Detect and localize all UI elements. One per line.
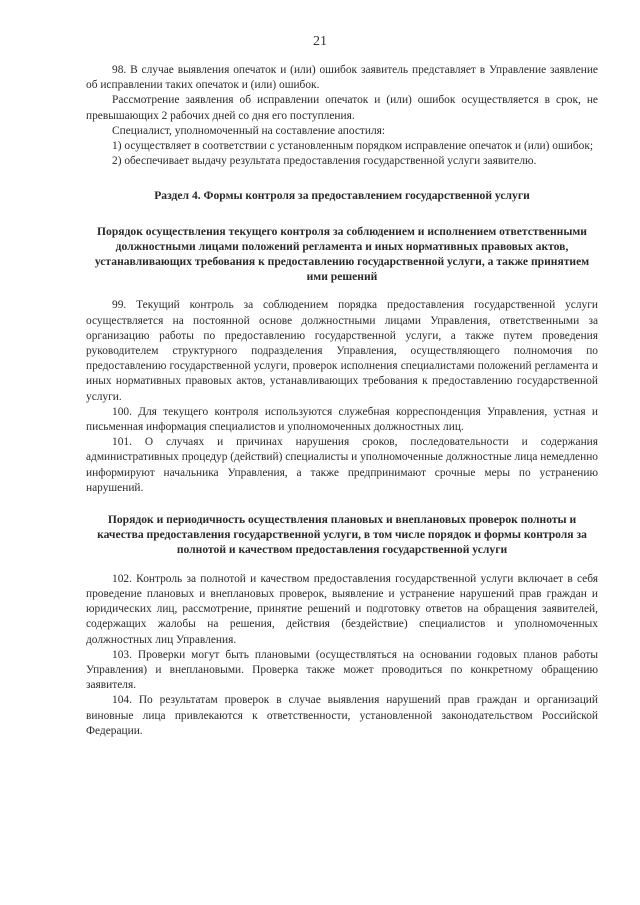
subsection-heading-current-control: Порядок осуществления текущего контроля за соблюдением и исполнением ответственными должностными лицами положений регламента и иных нормативных правовых актов, устанавливающих требования к предоставлению государственной услуги, а также принятием ими решений — [94, 224, 590, 284]
paragraph: 104. По результатам проверок в случае выявления нарушений прав граждан и организаций виновные лица привлекаются к ответственности, установленной законодательством Российской Федерации. — [86, 694, 598, 737]
subsection-heading-inspections: Порядок и периодичность осуществления плановых и внеплановых проверок полноты и качества предоставления государственной услуги, в том числе порядок и формы контроля за полнотой и качеством предоставления государственной услуги — [97, 513, 587, 557]
paragraph: Специалист, уполномоченный на составление апостиля: — [112, 124, 386, 137]
paragraph: 2) обеспечивает выдачу результата предоставления государственной услуги заявителю. — [112, 155, 537, 168]
page-number: 21 — [313, 34, 327, 49]
paragraph-group-corrections — [86, 63, 598, 169]
paragraph: 98. В случае выявления опечаток и (или) ошибок заявитель представляет в Управление заявление об исправлении таких опечаток и (или) ошибок. — [86, 64, 598, 92]
paragraph: 99. Текущий контроль за соблюдением порядка предоставления государственной услуги осуществляется на постоянной основе должностными лицами Управления, ответственными за организацию работы по предоставлению государственной услуги, а также путем проведения руководителем структурного подразделения Управления, осуществляющего полномочия по предоставлению государственной услуги, проверок исполнения специалистами положений регламента и иных нормативных правовых актов, устанавливающих требования к предоставлению государственной услуги. — [86, 299, 598, 403]
paragraph-group-current-control — [86, 298, 598, 496]
paragraph: 100. Для текущего контроля используются служебная корреспонденция Управления, устная и письменная информация специалистов и уполномоченных должностных лиц. — [86, 405, 598, 434]
paragraph: Рассмотрение заявления об исправлении опечаток и (или) ошибок осуществляется в срок, не превышающих 2 рабочих дней со дня его поступления. — [86, 94, 598, 122]
paragraph-group-inspections — [86, 572, 598, 739]
paragraph: 102. Контроль за полнотой и качеством предоставления государственной услуги включает в себя проведение плановых и внеплановых проверок, выявление и устранение нарушений прав граждан и юридических лиц, рассмотрение, принятие решений и подготовку ответов на обращения заявителей, содержащих жалобы на решения, действия (бездействие) специалистов и уполномоченных должностных лиц Управления. — [86, 572, 598, 646]
section-title: Раздел 4. Формы контроля за предоставлением государственной услуги — [154, 189, 530, 203]
paragraph: 103. Проверки могут быть плановыми (осуществляться на основании годовых планов работы Управления) и внеплановыми. Проверка также может проводиться по конкретному обращению заявителя. — [86, 648, 598, 692]
document-body — [86, 63, 598, 739]
paragraph: 1) осуществляет в соответствии с установленным порядком исправление опечаток и (или) ошибок; — [112, 140, 594, 153]
paragraph: 101. О случаях и причинах нарушения сроков, последовательности и содержания административных процедур (действий) специалисты и уполномоченные должностные лица немедленно информируют начальника Управления, а также предпринимают срочные меры по устранению нарушений. — [86, 436, 598, 494]
